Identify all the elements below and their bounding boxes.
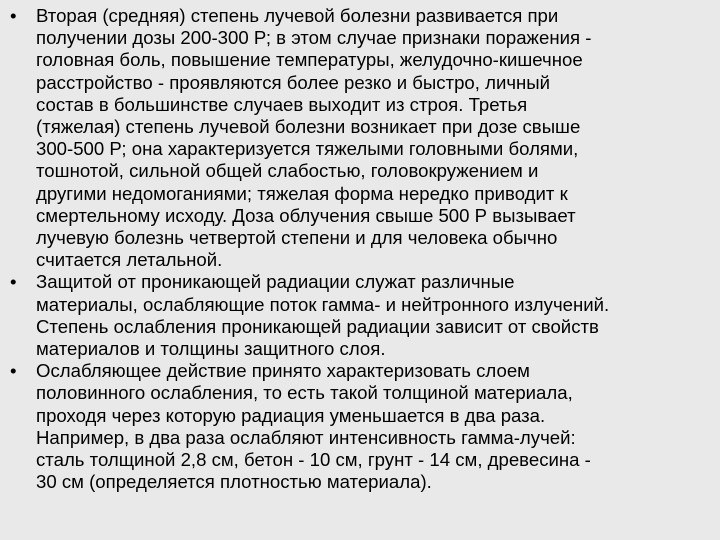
bullet-item-half-value-layer: [0, 360, 720, 493]
text-line: половинного ослабления, то есть такой толщиной материала,: [36, 382, 573, 404]
text-line: материалы, ослабляющие поток гамма- и нейтронного излучений.: [36, 293, 610, 315]
text-line: 300-500 Р; она характеризуется тяжелыми головными болями,: [36, 138, 579, 160]
text-line: тошнотой, сильной общей слабостью, головокружением и: [36, 160, 539, 182]
text-line: материалов и толщины защитного слоя.: [36, 338, 386, 360]
text-line: проходя через которую радиация уменьшается в два раза.: [36, 404, 546, 426]
text-line: получении дозы 200-300 Р; в этом случае признаки поражения -: [36, 27, 592, 49]
text-line: (тяжелая) степень лучевой болезни возникает при дозе свыше: [36, 116, 581, 138]
bullet-item-radiation-sickness-degrees: [0, 5, 720, 271]
bullet-marker: •: [10, 360, 17, 382]
text-line: состав в большинстве случаев выходит из строя. Третья: [36, 93, 528, 115]
text-line: сталь толщиной 2,8 см, бетон - 10 см, грунт - 14 см, древесина -: [36, 449, 591, 471]
text-line: Ослабляющее действие принято характеризовать слоем: [36, 360, 530, 382]
text-line: Вторая (средняя) степень лучевой болезни развивается при: [36, 5, 559, 26]
text-line: считается летальной.: [36, 249, 223, 271]
bullet-marker: •: [10, 5, 17, 26]
text-line: Степень ослабления проникающей радиации зависит от свойств: [36, 315, 599, 337]
text-line: расстройство - проявляются более резко и быстро, личный: [36, 71, 551, 93]
text-line: другими недомоганиями; тяжелая форма нередко приводит к: [36, 182, 568, 204]
text-line: смертельному исходу. Доза облучения свыше 500 Р вызывает: [36, 204, 576, 226]
text-line: Например, в два раза ослабляют интенсивность гамма-лучей:: [36, 426, 576, 448]
bullet-marker: •: [10, 271, 17, 293]
text-line: лучевую болезнь четвертой степени и для человека обычно: [36, 227, 558, 249]
text-line: 30 см (определяется плотностью материала).: [36, 471, 432, 493]
bullet-list: [0, 5, 720, 493]
text-line: Защитой от проникающей радиации служат различные: [36, 271, 515, 293]
text-line: головная боль, повышение температуры, желудочно-кишечное: [36, 49, 583, 71]
bullet-item-radiation-protection: [0, 271, 720, 360]
